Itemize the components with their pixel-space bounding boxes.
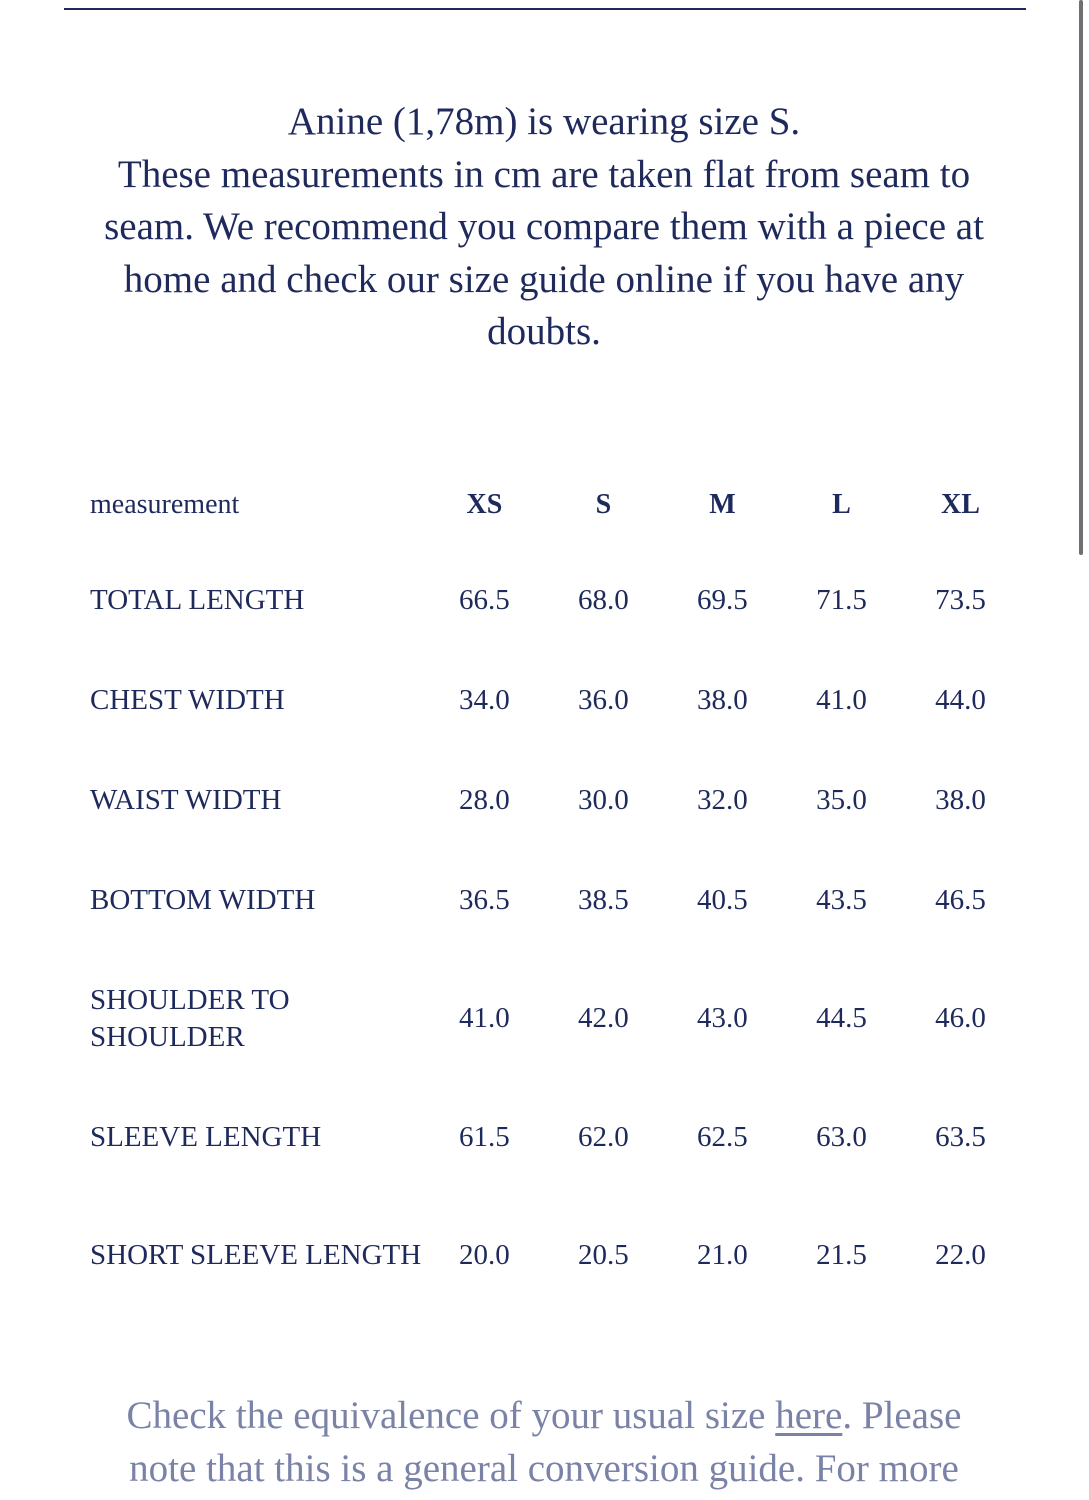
table-row — [90, 850, 1020, 950]
size-equivalence-link[interactable]: here — [775, 1394, 843, 1437]
table-cell: 20.0 — [459, 1239, 510, 1271]
table-cell: 44.5 — [816, 1002, 867, 1034]
table-cell: 20.5 — [578, 1239, 629, 1271]
table-row — [90, 750, 1020, 850]
table-cell: 71.5 — [816, 583, 867, 616]
table-cell: 68.0 — [578, 583, 629, 616]
top-divider — [64, 8, 1026, 10]
table-cell: 61.5 — [459, 1120, 510, 1153]
row-label: WAIST WIDTH — [90, 783, 282, 816]
table-cell: 63.0 — [816, 1120, 867, 1153]
table-row — [90, 550, 1020, 650]
table-cell: 30.0 — [578, 783, 629, 816]
table-row — [90, 950, 1020, 1087]
row-label: SHOULDER TO SHOULDER — [90, 983, 290, 1053]
table-cell: 28.0 — [459, 783, 510, 816]
table-row — [90, 650, 1020, 750]
table-cell: 43.0 — [697, 1002, 748, 1034]
size-header-l: L — [832, 489, 851, 520]
row-label: SLEEVE LENGTH — [90, 1120, 322, 1153]
table-cell: 40.5 — [697, 883, 748, 916]
table-cell: 36.0 — [578, 683, 629, 716]
measurement-note: These measurements in cm are taken flat from seam to seam. We recommend you compare them with a piece at home and check our size guide online if you have any doubts. — [104, 152, 984, 353]
size-header-s: S — [595, 489, 612, 520]
table-cell: 34.0 — [459, 683, 510, 716]
size-header-xl: XL — [941, 489, 980, 520]
table-cell: 22.0 — [935, 1239, 986, 1271]
table-row — [90, 1187, 1020, 1324]
table-cell: 41.0 — [459, 1002, 510, 1034]
table-cell: 69.5 — [697, 583, 748, 616]
table-cell: 41.0 — [816, 683, 867, 716]
table-cell: 32.0 — [697, 783, 748, 816]
measurement-column-header: measurement — [90, 489, 240, 520]
conversion-note-text-continued: . Please note that this is a general conversion guide. For more — [129, 1394, 962, 1490]
table-cell: 43.5 — [816, 883, 867, 916]
table-cell: 46.0 — [935, 1002, 986, 1034]
model-size-note: Anine (1,78m) is wearing size S. — [287, 100, 801, 143]
table-header-row — [90, 460, 1020, 550]
row-label: BOTTOM WIDTH — [90, 883, 316, 916]
table-cell: 38.0 — [697, 683, 748, 716]
table-cell: 66.5 — [459, 583, 510, 616]
table-cell: 36.5 — [459, 883, 510, 916]
scrollbar-thumb[interactable] — [1079, 0, 1083, 555]
size-header-m: M — [709, 489, 736, 520]
row-label: SHORT SLEEVE LENGTH — [90, 1239, 422, 1271]
table-cell: 35.0 — [816, 783, 867, 816]
table-cell: 38.0 — [935, 783, 986, 816]
conversion-note — [96, 1390, 992, 1495]
table-cell: 42.0 — [578, 1002, 629, 1034]
table-cell: 38.5 — [578, 883, 629, 916]
row-label: TOTAL LENGTH — [90, 583, 305, 616]
row-label: CHEST WIDTH — [90, 683, 285, 716]
size-chart-table — [90, 460, 1020, 1324]
table-cell: 63.5 — [935, 1120, 986, 1153]
table-cell: 73.5 — [935, 583, 986, 616]
size-header-xs: XS — [466, 489, 503, 520]
table-cell: 44.0 — [935, 683, 986, 716]
conversion-note-text: Check the equivalence of your usual size — [126, 1394, 776, 1437]
table-cell: 62.5 — [697, 1120, 748, 1153]
size-intro — [96, 96, 992, 359]
table-cell: 62.0 — [578, 1120, 629, 1153]
table-cell: 21.0 — [697, 1239, 748, 1271]
table-cell: 46.5 — [935, 883, 986, 916]
table-cell: 21.5 — [816, 1239, 867, 1271]
table-row — [90, 1087, 1020, 1187]
